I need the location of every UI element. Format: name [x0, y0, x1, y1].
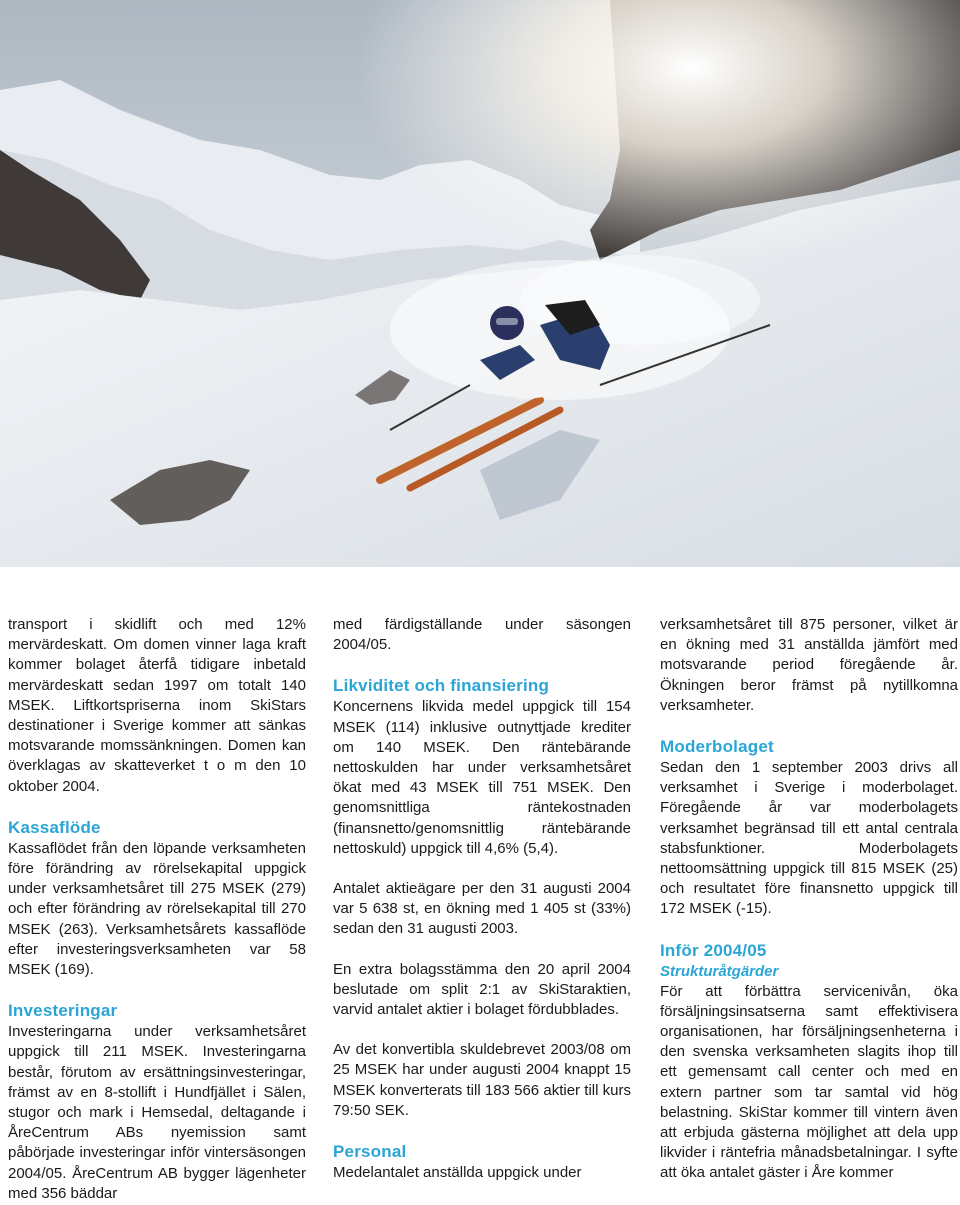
- paragraph-kassaflode: Kassaflödet från den löpande verksamheten före förändring av rörelsekapital uppgick under verksamhetsåret till 275 MSEK (279) och efter förändring av rörelsekapital till 270 MSEK (263). Verksamhetsårets kassaflöde efter investeringsverksamheten var 58 MSEK (169).: [8, 839, 306, 979]
- paragraph-strukturatgarder: För att förbättra servicenivån, öka försäljningsinsatserna samt effektivisera organisationen, har försäljningsenheterna i den svenska verksamheten slagits ihop till ett gemensamt call center och med en extern partner som tar samtal vid hög belastning. SkiStar kommer till vintern även att erbjuda gästerna möjlighet att dela upp likvider i räntefria månadsbetalningar. I syfte att öka antalet gäster i Åre kommer: [660, 982, 958, 1182]
- heading-likviditet: Likviditet och finansiering: [333, 676, 550, 696]
- paragraph-bolagsstamma: En extra bolagsstämma den 20 april 2004 beslutade om split 2:1 av SkiStaraktien, varvid antalet aktier i bolaget fördubblades.: [333, 960, 631, 1019]
- paragraph-moderbolaget: Sedan den 1 september 2003 drivs all verksamhet i Sverige i moderbolaget. Föregående år var moderbolagets verksamhet begränsad till ett antal centrala stabsfunktioner. Moderbolagets nettoomsättning uppgick till 815 MSEK (25) och resultatet före finansnetto uppgick till 172 MSEK (-15).: [660, 759, 958, 918]
- subheading-strukturatgarder: Strukturåtgärder: [660, 962, 779, 980]
- skier-photo: [0, 0, 960, 567]
- paragraph-continuation: med färdigställande under säsongen 2004/05.: [333, 616, 631, 654]
- paragraph-likviditet: Koncernens likvida medel uppgick till 154 MSEK (114) inklusive outnyttjade krediter om 140 MSEK. Den räntebärande nettoskulden har under verksamhetsåret ökat med 43 MSEK till 751 MSEK. Den genomsnittliga räntekostnaden (finansnetto/genomsnittlig räntebärande nettoskuld) uppgick till 4,6% (5,4).: [333, 698, 631, 857]
- paragraph-vat-ruling: transport i skidlift och med 12% mervärdeskatt. Om domen vinner laga kraft kommer bolaget återfå tidigare inbetald mervärdeskatt sedan 1997 om totalt 140 MSEK. Liftkortspriserna inom SkiStars destinationer i Sverige kommer att sänkas motsvarande momssänkningen. Domen kan överklagas av skatteverket t o m den 10 oktober 2004.: [8, 616, 306, 795]
- paragraph-staff: verksamhetsåret till 875 personer, vilket är en ökning med 31 anställda jämfört med motsvarande period föregående år. Ökningen beror främst på nytillkomna verksamheter.: [660, 616, 958, 714]
- heading-infor: Inför 2004/05: [660, 940, 767, 960]
- text-column-2: [333, 615, 631, 1183]
- text-column-3: [660, 615, 958, 1184]
- heading-personal: Personal: [333, 1142, 407, 1162]
- text-column-1: [8, 615, 306, 1204]
- paragraph-personal: Medelantalet anställda uppgick under: [333, 1164, 582, 1182]
- heading-moderbolaget: Moderbolaget: [660, 737, 774, 757]
- paragraph-investeringar: Investeringarna under verksamhetsåret uppgick till 211 MSEK. Investeringarna består, förutom av ersättningsinvesteringar, främst av en 8-stollift i Hundfjället i Sälen, stugor och mark i Hemsedal, deltagande i ÅreCentrum ABs nyemission samt påbörjade investeringar inför vintersäsongen 2004/05. ÅreCentrum AB bygger lägenheter med 356 bäddar: [8, 1023, 306, 1202]
- heading-kassaflode: Kassaflöde: [8, 817, 101, 837]
- heading-investeringar: Investeringar: [8, 1001, 118, 1021]
- paragraph-aktieagare: Antalet aktieägare per den 31 augusti 2004 var 5 638 st, en ökning med 1 405 st (33%) sedan den 31 augusti 2003.: [333, 880, 631, 938]
- paragraph-konvertibla: Av det konvertibla skuldebrevet 2003/08 om 25 MSEK har under augusti 2004 knappt 15 MSEK konverterats till 183 566 aktier till kurs 79:50 SEK.: [333, 1041, 631, 1119]
